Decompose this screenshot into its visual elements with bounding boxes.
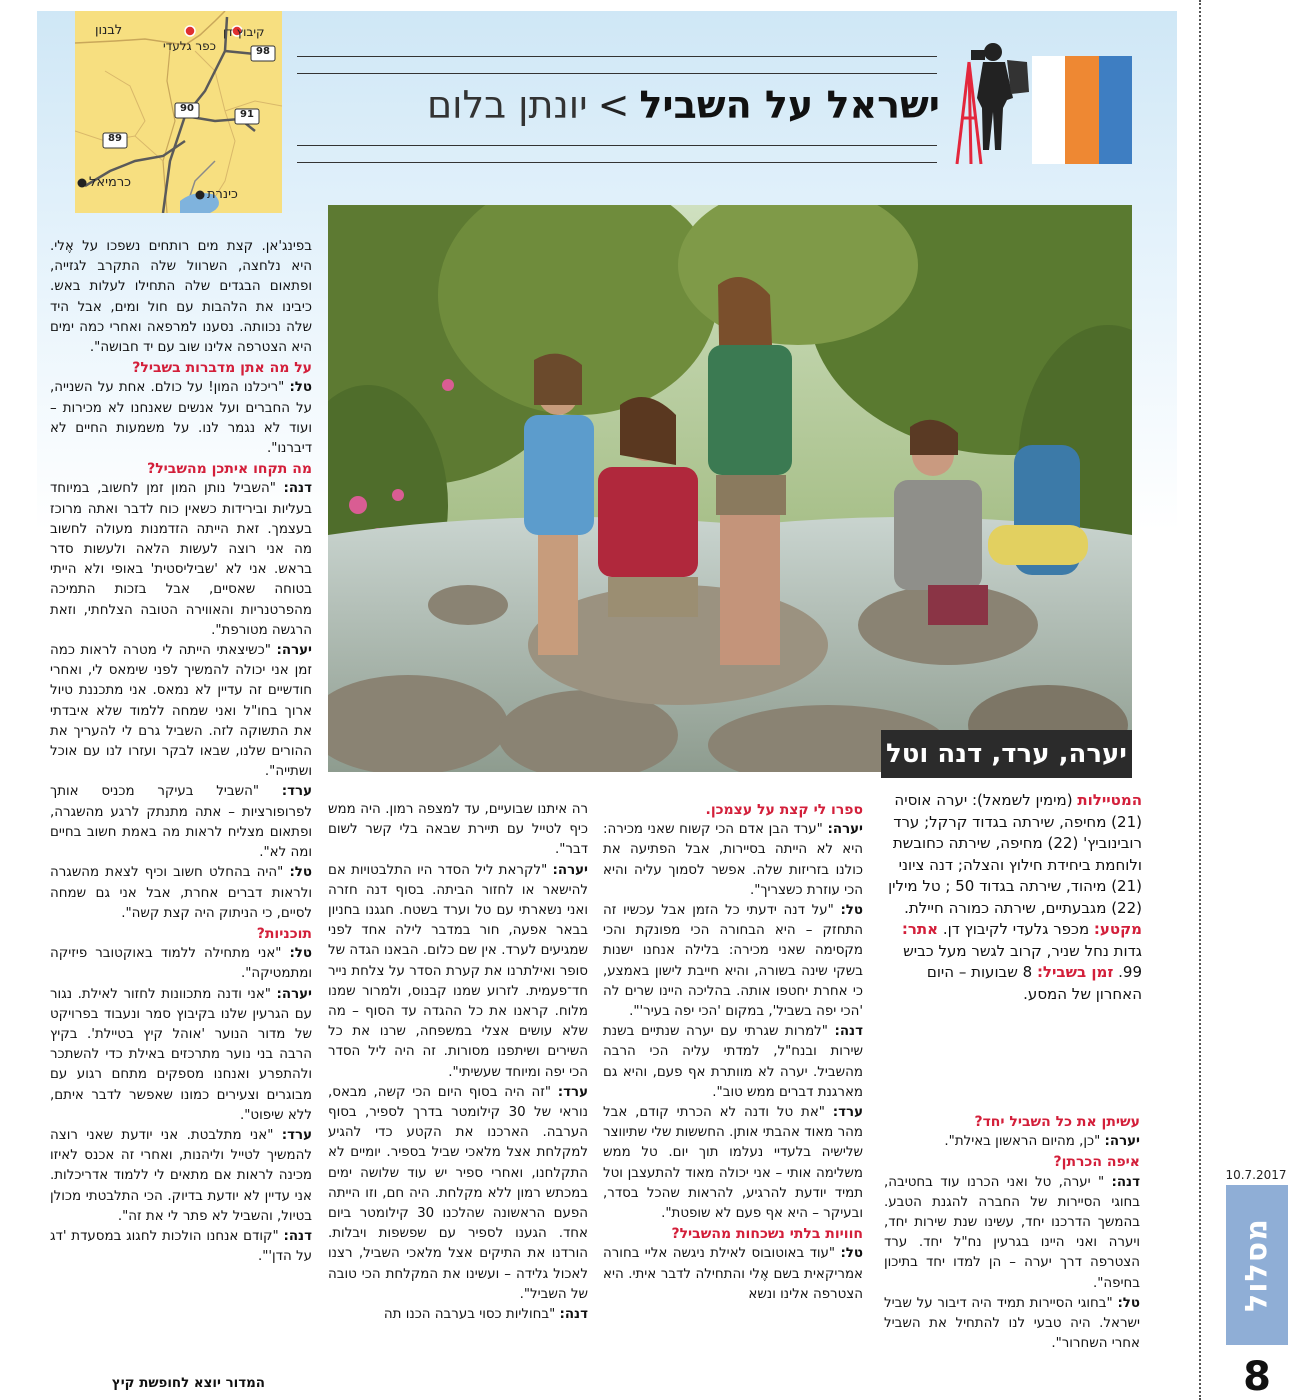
paragraph (50, 479, 312, 641)
paragraph-text: "לקראת ליל הסדר היו התלבטויות אם להישאר או לחזור הביתה. בסוף דנה חזרה ואני נשארתי עם טל וערד בשטח. חגגנו בחניון בבאר אפעה, חור במדבר לילה אחד לפני שמגיעים לערד. אין שם כלום. הבאנו הגדה של סופר ואילתרנו את קערת הסדר על צלחת נייר חד־פעמית. לזרוע שמנו קבנוס, ולמרור שמנו מלוח. קראנו את כל ההגדה עד הסוף – מה שלא עושים אצלי במשפחה, שרנו את כל השירים ושיתפנו מסורות. זה היה ליל הסדר הכי יפה ומיוחד שעשיתי". (328, 862, 588, 1080)
stripe-white (1032, 56, 1065, 164)
paragraph (50, 1227, 312, 1267)
paragraph-text: "ריכלנו המון! על כולם. אחת על השנייה, על החברים ועל אנשים שאנחנו לא מכירות – ועוד לא נגמר לנו. על משמעות החיים לא דיברנו". (50, 380, 312, 457)
map-label-kinneret: כינרת (207, 187, 238, 202)
section-tab (1226, 1185, 1288, 1345)
map-road-91: 91 (240, 109, 254, 120)
speaker-name: דנה: (834, 1024, 863, 1040)
speaker-name: ערד: (557, 1084, 588, 1100)
paragraph-text: "בחוליות כסוי בערבה הכנו תה (383, 1307, 560, 1323)
info-key-hikers: המטיילות (1077, 791, 1142, 809)
paragraph (603, 820, 863, 901)
speaker-name: ערד: (832, 1105, 863, 1121)
paragraph (603, 1244, 863, 1305)
title-separator: > (597, 83, 630, 127)
speaker-name: טל: (1117, 1295, 1140, 1311)
question-heading: איפה הכרתן? (1053, 1154, 1140, 1171)
text-column-4 (50, 237, 312, 1267)
text-column-2 (603, 800, 863, 1305)
paragraph-text: "אני מתחילה ללמוד באוקטובר פיזיקה ומתמטיקה". (50, 946, 312, 982)
question-heading: תוכניות? (256, 925, 312, 942)
map-label-kibbutz-dan: קיבוץ דן (223, 25, 265, 39)
paragraph-text: "זה היה בסוף היום הכי קשה, מבאס, נוראי של 30 קילומטר בדרך לספיר, בסוף הערבה. הארכנו את הקטע כדי להגיע למקלחת אצל מלאכי שביל בספיר. יומיים לא התקלחנו, ואחרי ספיר יש עוד שלושה ימים במכתש רמון ללא מקלחת. היה חם, וזו הייתה הפעם הראשונה שהלכנו 30 קילומטר ביום אחד. הגענו לספיר עם שפשפות ויבלות. הורדנו את התיקים אצל מלאכי השביל, רצנו לאכול גלידה – ועשינו את המקלחת הכי טובה של השביל". (328, 1084, 589, 1302)
speaker-name: יערה: (1104, 1134, 1140, 1150)
paragraph-text: רה איתנו שבועיים, עד למצפה רמון. היה ממש כיף לטייל עם תיירת שבאה בלי קשר לשום דבר". (328, 802, 588, 858)
speaker-name: טל: (840, 1246, 863, 1262)
paragraph (50, 944, 312, 984)
paragraph (50, 237, 312, 358)
speaker-name: טל: (289, 865, 312, 881)
paragraph (328, 1305, 588, 1325)
paragraph-text: "אני מתלבטת. אני יודעת שאני רוצה להמשיך לטייל וליהנות, ואחרי זה אכנס לאיזו מכינה לראות אם מתאים לי ללמוד אדריכלות. אני עדיין לא יודעת בדיוק. הכי התלבטתי מכולן בטיול, והשביל לא פתר לי את זה". (50, 1127, 312, 1224)
paragraph (884, 1294, 1140, 1355)
speaker-name: דנה: (283, 481, 312, 497)
paragraph (328, 861, 588, 1083)
text-column-3 (328, 800, 588, 1325)
paragraph (50, 863, 312, 924)
text-column-1 (884, 1112, 1140, 1354)
map-road-90: 90 (180, 103, 194, 114)
map-label-lebanon: לבנון (95, 23, 123, 38)
paragraph-text: "השביל בעיקר מכניס אותך לפרופורציות – אתה מתנתק לרגע מהשגרה, ופתאום מצליח לראות מה באמת חשוב בחיים ומה לא". (50, 784, 312, 861)
question-heading: חוויות בלתי נשכחות מהשביל? (671, 1226, 863, 1243)
paragraph (50, 641, 312, 782)
info-segment-text: מכפר גלעדי לקיבוץ דן. (942, 920, 1094, 938)
info-time-text: 8 שבועות – היום האחרון של המסע. (926, 963, 1142, 1003)
paragraph (603, 1103, 863, 1224)
speaker-name: דנה: (283, 1228, 312, 1244)
paragraph-text: " יערה, טל ואני הכרנו עוד בחטיבה, בחוגי הסיירות של החברה להגנת הטבע. בהמשך הדרכנו יחד, עשינו שנת שירות יחד, ויערה ואני היינו בגרעין נח"ל יחד. ערד הצטרפה דרך יערה – הן למדו יחד בתיכון בחיפה". (884, 1174, 1140, 1291)
stripe-orange (1065, 56, 1098, 164)
paragraph-text: "כשיצאתי הייתה לי מטרה לראות כמה זמן אני יכולה להמשיך לפני שימאס לי, ואחרי חודשיים זה עדיין לא נמאס. אני מתכננת טיול ארוך בחו"ל ואני שמחה ללמוד שלא איבדתי את התשוקה לזה. השביל גרם לי להעריך את ההורים שלנו, שבאו לבקר ועזרו לנו עם אוכל ושתייה". (50, 643, 312, 780)
paragraph-text: "בחוגי הסיירות תמיד היה דיבור על שביל ישראל. היה טבעי לנו להתחיל את השביל אחרי השחרור". (884, 1295, 1140, 1352)
info-key-site: אתר: (901, 920, 939, 938)
page-edge-dotted-line (1199, 0, 1201, 1400)
paragraph (50, 1126, 312, 1227)
paragraph-text: "על דנה ידעתי כל הזמן אבל עכשיו זה התחזק – היא הבחורה הכי מפונקת והכי מקסימה שאני מכירה: בלילה אנחנו ישנות בשקי שינה בשורה, והיא חייבת לישון באמצע, כי אחרת יחטפו אותה. בהליכה היינו שרים לה 'הכי יפה בשביל', במקום 'הכי יפה בעיר'". (603, 903, 863, 1020)
paragraph-text: בפינג'אן. קצת מים רותחים נשפכו על אֶלי. היא נלחצה, השרוול שלה התקרב לגזייה, ופתאום הבגדים שלה התחילו לעלות באש. כיבינו את הלהבות עם חול ומים, אבל היד שלה נכוותה. נסענו למרפאה ואחרי כמה ימים היא הצטרפה אלינו שוב עם יד חבושה". (50, 239, 312, 356)
paragraph-text: "היה בהחלט חשוב וכיף לצאת מהשגרה ולראות דברים אחרת, אבל אני גם שמחה לסיים, כי הניתוק היה קצת קשה". (50, 865, 312, 921)
color-stripes (1032, 56, 1132, 164)
paragraph-text: "את טל ודנה לא הכרתי קודם, אבל מהר מאוד אהבתי אותן. החששות שלי שתיווצר שלישיה בלעדיי נעלמו תוך יום. טל ממש משלימה אותי – אני יכולה מאוד להתעצבן וטל תמיד יודעת להרגיע, להראות שהכל בסדר, ובעיקר – היא אף פעם לא שופטת". (603, 1105, 863, 1222)
hikers-photo (328, 205, 1132, 772)
column-footnote: המדור יוצא לחופשת קיץ (111, 1376, 265, 1391)
header-rule-4 (297, 162, 937, 163)
speaker-name: טל: (840, 903, 863, 919)
info-key-segment: מקטע: (1093, 920, 1142, 938)
speaker-name: יערה: (276, 643, 312, 659)
question-heading: ספרו לי קצת על עצמכן. (705, 802, 863, 818)
map-road-89: 89 (108, 133, 122, 144)
speaker-name: דנה: (1111, 1174, 1140, 1190)
paragraph-text: "ערד הבן אדם הכי קשוח שאני מכירה: היא לא הייתה בסיירות, אבל הפתיעה את כולנו בזריזות שלה. אפשר לסמוך עליה והיא הכי עוזרת כשצריך". (603, 822, 863, 898)
paragraph-text: "למרות שגרתי עם יערה שנתיים בשנת שירות ובנח"ל, למדתי עליה הכי הרבה מהשביל. יערה לא מוותרת אף פעם, והיא גם מארגנת דברים ממש טוב". (603, 1024, 863, 1100)
question-heading: עשיתן את כל השביל יחד? (974, 1114, 1140, 1130)
header-rule-3 (297, 145, 937, 146)
page-title (380, 77, 940, 133)
speaker-name: ערד: (281, 784, 312, 800)
speaker-name: יערה: (276, 986, 312, 1002)
issue-date: 10.7.2017 (1225, 1168, 1287, 1182)
paragraph-text: "השביל נותן המון זמן לחשוב, במיוחד בעליות ובירידות כשאין כוח לדבר ואתה מרוכז בעצמך. זאת הייתה הזדמנות מעולה לחשוב מה אני רוצה לעשות הלאה ולעשות סדר בראש. אני לא 'שביליסטית' באופי ולא הייתי בטוחה שאסיים, אבל בזכות התמיכה מהפרטנריות והאווירה הטובה הצלחתי, וזאת הרגשה מטורפת". (50, 481, 312, 638)
stripe-blue (1099, 56, 1132, 164)
paragraph (603, 901, 863, 1022)
speaker-name: ערד: (281, 1127, 312, 1143)
header-rule-2 (297, 73, 937, 74)
paragraph (50, 985, 312, 1126)
photo-illustration (328, 205, 1132, 772)
speaker-name: טל: (289, 380, 312, 396)
page-number: 8 (1243, 1354, 1271, 1400)
paragraph-text: "אני ודנה מתכוונות לחזור לאילת. נגור עם הגרעין שלנו בקיבוץ סמר ונעבוד בפרויקט של מדור הנוער 'אוהל קיץ בטיילת'. בקיץ הרבה בני נוער מתרכזים באילת כדי להשתכר ולהתפרע ואנחנו מספקים מתחם רגוע עם מבוגרים וצעירים כמונו שאפשר לדבר איתם, ללא שיפוט". (50, 986, 312, 1123)
photo-caption: יערה, ערד, דנה וטל (881, 730, 1132, 778)
speaker-name: יערה: (552, 862, 588, 878)
question-heading: על מה אתן מדברות בשביל? (132, 360, 312, 377)
section-tab-label: מסלול (1239, 1218, 1275, 1312)
speaker-name: טל: (289, 946, 312, 962)
paragraph-text: "עוד באוטובוס לאילת ניגשה אליי בחורה אמריקאית בשם אֶלי והתחילה לדבר איתי. היא הצטרפה אלינו ונשא (603, 1246, 863, 1302)
paragraph (328, 1083, 588, 1305)
paragraph (328, 800, 588, 861)
paragraph-text: "קודם אנחנו הולכות לחגוג במסעדת 'דג על הדן'". (50, 1228, 312, 1265)
route-map (75, 11, 282, 213)
paragraph (50, 782, 312, 863)
info-key-time: זמן בשביל: (1036, 963, 1114, 981)
map-road-98: 98 (256, 46, 270, 57)
speaker-name: יערה: (827, 822, 863, 838)
map-label-karmiel: כרמיאל (89, 175, 132, 190)
paragraph (884, 1173, 1140, 1294)
paragraph (603, 1022, 863, 1103)
column-title: ישראל על השביל (639, 83, 940, 127)
speaker-name: דנה: (559, 1307, 588, 1323)
map-label-kfar-giladi: כפר גלעדי (163, 39, 216, 53)
info-site-text: גדות נחל שניר, קרוב לגשר מעל כביש 99. (903, 941, 1142, 981)
hikers-info-box (887, 790, 1142, 1005)
paragraph (50, 378, 312, 459)
photographer-icon (955, 38, 1040, 168)
author-name: יונתן בלום (426, 83, 588, 127)
question-heading: מה תקחו איתכן מהשביל? (147, 461, 312, 478)
paragraph-text: "כן, מהיום הראשון באילת". (944, 1134, 1105, 1150)
info-hikers-text: (מימין לשמאל): יערה אוסיה (21) מחיפה, שירתה בגדוד קרקל; ערד רובינוביץ' (22) מחיפה, שירתה כחובשת ולוחמת ביחידת חילוץ והצלה; דנה ציוני (21) מיהוד, שירתה בגדוד 50 ; טל מילין (22) מגבעתיים, שירתה כמורה חיילת. (888, 791, 1142, 917)
paragraph (884, 1132, 1140, 1152)
header-rule-1 (297, 56, 937, 57)
